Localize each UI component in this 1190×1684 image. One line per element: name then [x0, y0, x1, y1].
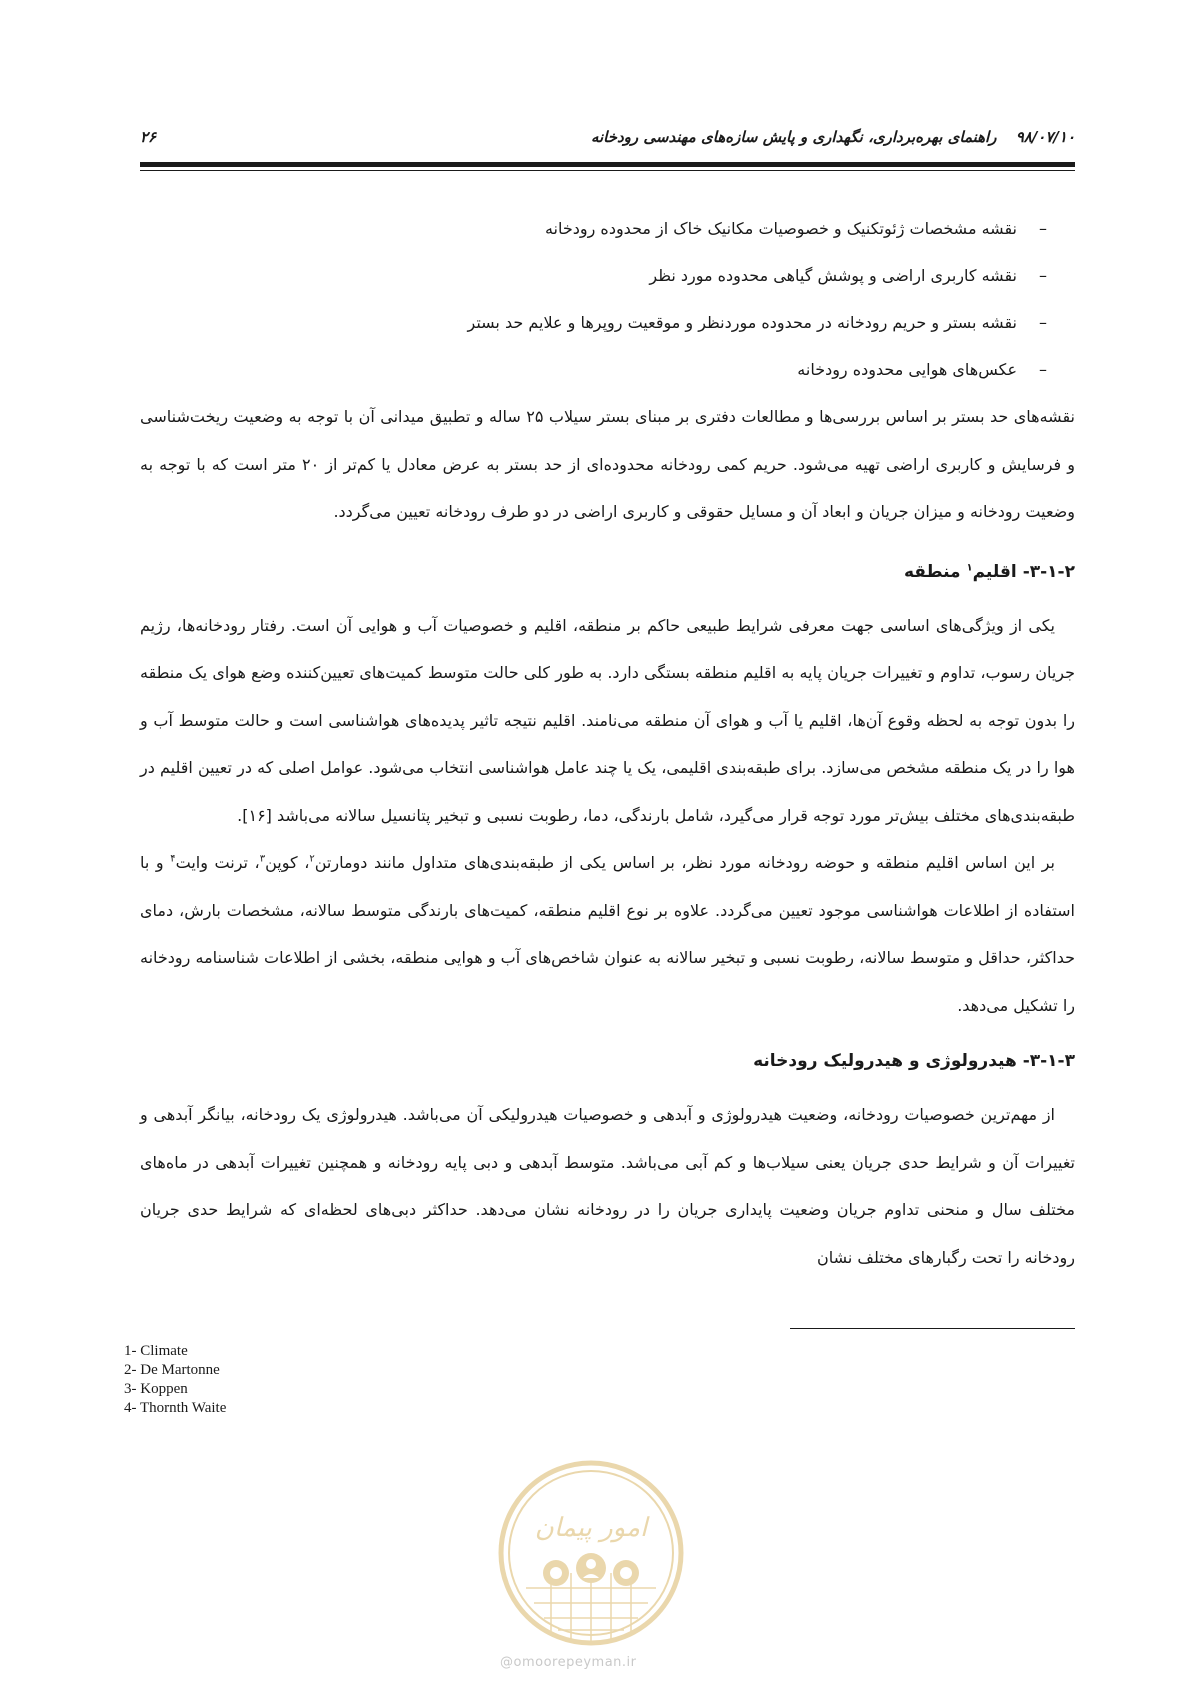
section-number: ۳-۱-۳-	[1022, 1051, 1075, 1071]
footnote-ref: ۱	[966, 561, 973, 573]
watermark-url: @omoorepeyman.ir	[500, 1655, 637, 1670]
bullet-list	[140, 205, 1075, 393]
footnote-ref: ۴	[170, 853, 176, 865]
section-title: اقلیم	[972, 561, 1017, 582]
text-run: ، ترنت وایت	[175, 853, 260, 872]
watermark-logo-icon	[496, 1458, 686, 1648]
footnote-item: 4- Thornth Waite	[124, 1400, 227, 1416]
bullet-marker: –	[1039, 219, 1047, 238]
footnote-ref: ۳	[259, 853, 266, 865]
footnote-item: 3- Koppen	[124, 1381, 188, 1397]
text-run: و با استفاده از اطلاعات هواشناسی موجود تعیین می‌گردد. علاوه بر نوع اقلیم منطقه، کمیت‌های بارندگی متوسط سالانه، مشخصات بارش، دمای حداکثر، حداقل و متوسط سالانه، رطوبت نسبی و تبخیر سالانه به عنوان شاخص‌های آب و هوایی منطقه، بخشی از اطلاعات شناسنامه رودخانه را تشکیل می‌دهد.	[140, 853, 1075, 1015]
text-run: بر این اساس اقلیم منطقه و حوضه رودخانه مورد نظر، بر اساس یکی از طبقه‌بندی‌های متداول مانند دومارتن	[314, 853, 1056, 872]
footnote-item: 1- Climate	[124, 1343, 188, 1359]
text-run: ، کوپن	[265, 853, 310, 872]
footnote-ref: ۲	[309, 853, 315, 865]
page-header	[140, 128, 1075, 158]
list-item	[140, 299, 1047, 346]
section-title: منطقه	[903, 561, 961, 582]
list-item	[140, 205, 1047, 252]
header-title-text: راهنمای بهره‌برداری، نگهداری و پایش سازه‌های مهندسی رودخانه	[590, 128, 997, 146]
paragraph-hydrology: از مهم‌ترین خصوصیات رودخانه، وضعیت هیدرولوژی و آبدهی و خصوصیات هیدرولیکی آن می‌باشد. هیدرولوژی یک رودخانه، بیانگر آبدهی و تغییرات آن و شرایط حدی جریان یعنی سیلاب‌ها و کم آبی می‌باشد. متوسط آبدهی و دبی پایه رودخانه و همچنین تغییرات آبدهی در ماه‌های مختلف سال و منحنی تداوم جریان وضعیت پایداری جریان را در رودخانه نشان می‌دهد. حداکثر دبی‌های لحظه‌ای که شرایط حدی جریان رودخانه را تحت رگبارهای مختلف نشان	[140, 1105, 1075, 1267]
header-date: ۹۸/۰۷/۱۰	[1015, 128, 1075, 146]
section-number: ۳-۱-۲-	[1022, 561, 1075, 582]
list-item	[140, 252, 1047, 299]
bullet-marker: –	[1039, 313, 1047, 332]
footnotes	[124, 1342, 226, 1418]
header-rule-thin	[140, 170, 1075, 171]
bullet-marker: –	[1039, 360, 1047, 379]
paragraph-climate-classification	[140, 839, 1075, 1029]
section-title: هیدرولوژی و هیدرولیک رودخانه	[753, 1051, 1017, 1071]
paragraph-climate: یکی از ویژگی‌های اساسی جهت معرفی شرایط طبیعی حاکم بر منطقه، اقلیم و خصوصیات آب و هوایی آن است. رفتار رودخانه‌ها، رژیم جریان رسوب، تداوم و تغییرات جریان پایه به اقلیم منطقه بستگی دارد. به طور کلی حالت متوسط کمیت‌های تعیین‌کننده وضع هوای یک منطقه را بدون توجه به لحظه وقوع آن‌ها، اقلیم یا آب و هوای آن منطقه می‌نامند. اقلیم نتیجه تاثیر پدیده‌های هواشناسی است و حالت متوسط آب و هوا را در یک منطقه مشخص می‌سازد. برای طبقه‌بندی اقلیمی، یک یا چند عامل هواشناسی انتخاب می‌شود. عوامل اصلی که در تعیین اقلیم در طبقه‌بندی‌های مختلف بیش‌تر مورد توجه قرار می‌گیرد، شامل بارندگی، دما، رطوبت نسبی و تبخیر پتانسیل سالانه می‌باشد [۱۶].	[140, 615, 1075, 825]
list-item	[140, 346, 1047, 393]
watermark-logo-text: امور پیمان	[534, 1513, 648, 1543]
list-item-text: نقشه بستر و حریم رودخانه در محدوده موردنظر و موقعیت روپرها و علایم حد بستر	[467, 313, 1017, 332]
footnote-separator	[790, 1328, 1075, 1329]
paragraph-bed-maps: نقشه‌های حد بستر بر اساس بررسی‌ها و مطالعات دفتری بر مبنای بستر سیلاب ۲۵ ساله و تطبیق میدانی آن با توجه به وضعیت ریخت‌شناسی و فرسایش و کاربری اراضی تهیه می‌شود. حریم کمی رودخانه محدوده‌ای از حد بستر به عرض معادل یا کم‌تر از ۲۰ متر است که با توجه به وضعیت رودخانه و میزان جریان و ابعاد آن و مسایل حقوقی و کاربری اراضی در دو طرف رودخانه تعیین می‌گردد.	[140, 407, 1076, 521]
list-item-text: نقشه مشخصات ژئوتکنیک و خصوصیات مکانیک خاک از محدوده رودخانه	[544, 219, 1017, 238]
footnote-item: 2- De Martonne	[124, 1362, 220, 1378]
list-item-text: نقشه کاربری اراضی و پوشش گیاهی محدوده مورد نظر	[649, 266, 1017, 285]
page-number: ۲۶	[140, 128, 157, 146]
section-heading-climate	[140, 556, 1075, 588]
list-item-text: عکس‌های هوایی محدوده رودخانه	[797, 360, 1017, 379]
section-heading-hydrology	[140, 1045, 1075, 1077]
body-content	[140, 205, 1075, 1281]
header-rule-thick	[140, 162, 1075, 167]
bullet-marker: –	[1039, 266, 1047, 285]
running-title	[591, 128, 1075, 146]
